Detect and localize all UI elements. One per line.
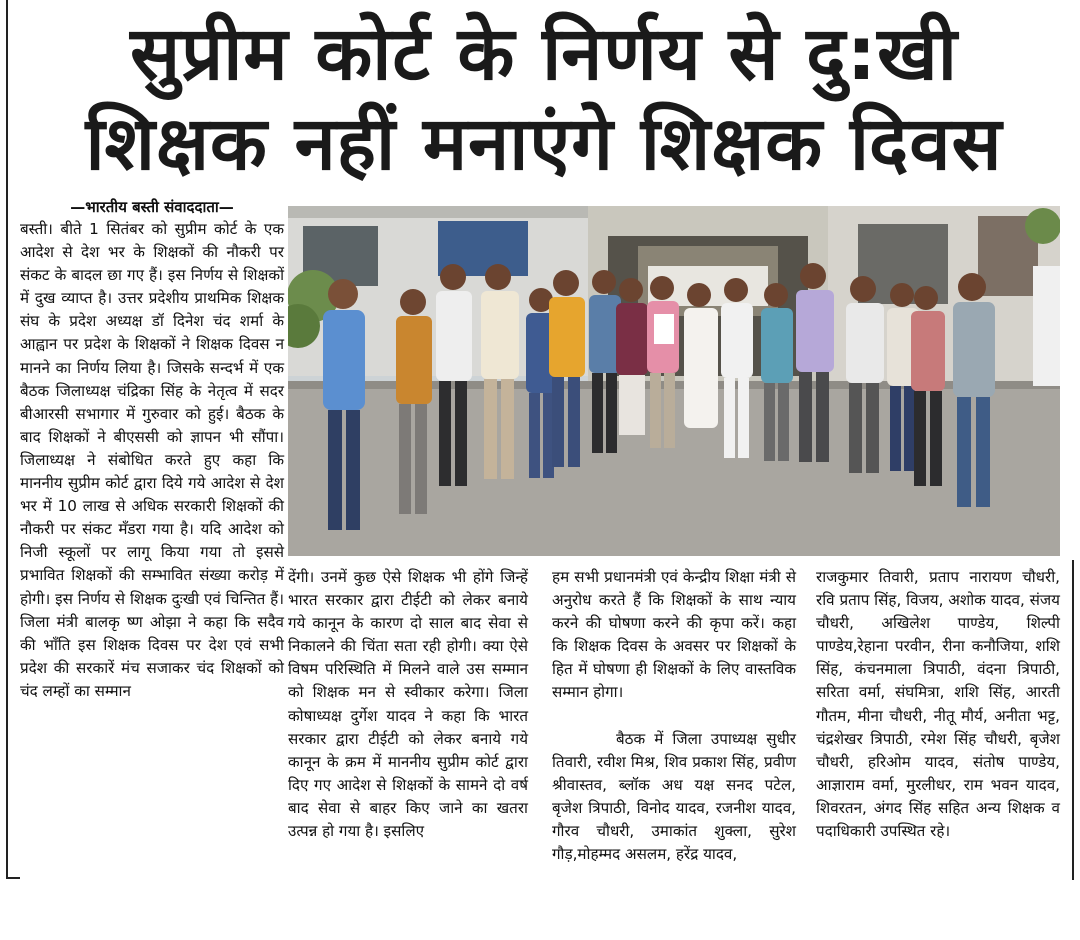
column-rule-bottom	[6, 877, 20, 879]
headline-line-1: सुप्रीम कोर्ट के निर्णय से दु:खी	[130, 11, 958, 97]
article-paragraph: देंगी। उनमें कुछ ऐसे शिक्षक भी होंगे जिन्हें भारत सरकार द्वारा टीईटी को लेकर बनाये गये कानून के कारण दो साल बाद सेवा से निकालने की चिंता सता रही होगी। क्या ऐसे विषम परिस्थिति में मिलने वाले उस सम्मान को शिक्षक मन से स्वीकार करेगा। जिला कोषाध्यक्ष दुर्गेश यादव ने कहा कि भारत सरकार द्वारा टीईटी को लेकर बनाये गये कानून के क्रम में माननीय सुप्रीम कोर्ट द्वारा दिए गए आदेश से शिक्षकों के सामने दो वर्ष बाद सेवा से बाहर किए जाने का खतरा उत्पन्न हो गया है। इसलिए	[288, 568, 528, 841]
attendees-list: राजकुमार तिवारी, प्रताप नारायण चौधरी, रवि प्रताप सिंह, विजय, अशोक यादव, संजय चौधरी, अखिलेश पाण्डेय, शिल्पी पाण्डेय,रेहाना परवीन, रीना कनौजिया, शशि सिंह, कंचनमाला त्रिपाठी, वंदना त्रिपाठी, सरिता वर्मा, संघमित्रा, शशि सिंह, आरती गौतम, मीना चौधरी, नीतू मौर्य, अनीता भट्ट, चंद्रशेखर त्रिपाठी, रमेश सिंह चौधरी, बृजेश चौधरी, हरिओम यादव, संतोष पाण्डेय, आज्ञाराम वर्मा, मुरलीधर, राम भवन यादव, शिवरतन, अंगद सिंह सहित अन्य शिक्षक व पदाधिकारी उपस्थित रहे।	[816, 568, 1060, 841]
attendees-paragraph: बैठक में जिला उपाध्यक्ष सुधीर तिवारी, रवीश मिश्र, शिव प्रकाश सिंह, प्रवीण श्रीवास्तव, ब्लॉक अध यक्ष सनद पटेल, बृजेश त्रिपाठी, विनोद यादव, रजनीश यादव, गौरव चौधरी, उमाकांत शुक्ला, सुरेश गौड़,मोहम्मद असलम, हरेंद्र यादव,	[552, 729, 796, 864]
headline-line-2: शिक्षक नहीं मनाएंगे शिक्षक दिवस	[85, 101, 1003, 187]
article-column-1	[20, 218, 284, 703]
group-photo-illustration	[288, 206, 1060, 556]
article-column-2	[288, 566, 528, 843]
news-photo	[288, 206, 1060, 556]
byline: —भारतीय बस्ती संवाददाता—	[70, 198, 234, 216]
column-rule-right	[1072, 560, 1074, 880]
article-paragraph: बस्ती। बीते 1 सितंबर को सुप्रीम कोर्ट के एक आदेश से देश भर के शिक्षकों की नौकरी पर संकट के बादल छा गए हैं। इस निर्णय से शिक्षकों में दुख व्याप्त है। उत्तर प्रदेशीय प्राथमिक शिक्षक संघ के प्रदेश अध्यक्ष डॉ दिनेश चंद शर्मा के आह्वान पर प्रदेश के शिक्षकों ने शिक्षक दिवस न मानने का निर्णय लिया है। जिसके सन्दर्भ में एक बैठक जिलाध्यक्ष चंद्रिका सिंह के नेतृत्व में सदर बीआरसी सभागार में गुरुवार को हुई। बैठक के बाद शिक्षकों ने बीएससी को ज्ञापन भी सौंपा। जिलाध्यक्ष ने संबोधित करते हुए कहा कि माननीय सुप्रीम कोर्ट द्वारा दिये गये आदेश से देश भर में 10 लाख से अधिक सरकारी शिक्षकों की नौकरी पर संकट मँडरा गया है। यदि आदेश को निजी स्कूलों पर लागू किया गया तो इससे प्रभावित शिक्षकों की सम्भावित संख्या करोड़ में होगी। इस निर्णय से शिक्षक दुःखी एवं चिन्तित हैं। जिला मंत्री बालकृ ष्ण ओझा ने कहा कि सदैव की भाँति इस शिक्षक दिवस पर देश एवं सभी प्रदेश की सरकारें मंच सजाकर चंद शिक्षकों को चंद लम्हों का सम्मान	[20, 220, 284, 700]
article-column-3	[552, 566, 796, 866]
article-paragraph: हम सभी प्रधानमंत्री एवं केन्द्रीय शिक्षा मंत्री से अनुरोध करते हैं कि शिक्षकों के साथ न्याय करने की घोषणा करने की कृपा करें। कहा कि शिक्षक दिवस के अवसर पर शिक्षकों के हित में घोषणा ही शिक्षकों के लिए वास्तविक सम्मान होगा।	[552, 568, 796, 702]
article-column-4	[816, 566, 1060, 843]
column-rule-left	[6, 0, 8, 878]
